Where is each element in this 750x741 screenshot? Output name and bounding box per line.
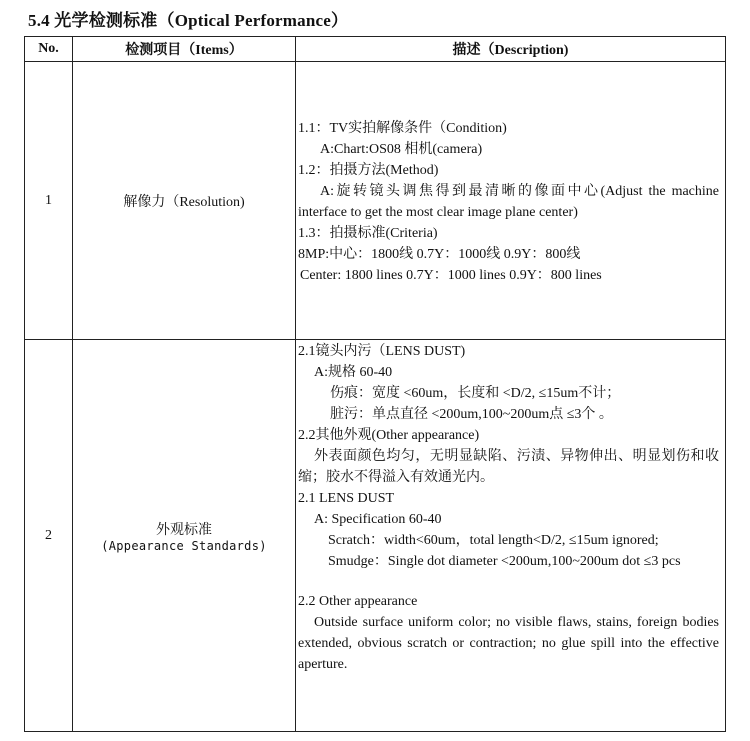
desc-line: Outside surface uniform color; no visible flaws, stains, foreign bodies extended, obvious scratch or contraction; no glue spill into the effective aperture. bbox=[298, 615, 719, 672]
desc-line: Smudge：Single dot diameter <200um,100~200um dot ≤3 pcs bbox=[328, 554, 681, 569]
row-number: 2 bbox=[25, 340, 73, 732]
desc-line: 2.1镜头内污（LENS DUST) bbox=[298, 344, 466, 359]
desc-line: 1.3：拍摄标准(Criteria) bbox=[298, 225, 438, 241]
desc-line: 2.2其他外观(Other appearance) bbox=[298, 428, 480, 443]
desc-line: A:旋转镜头调焦得到最清晰的像面中心(Adjust the machine interface to get the most clear image plane center) bbox=[298, 183, 719, 220]
row-item-label: 解像力（Resolution) bbox=[123, 194, 245, 210]
desc-line: 1.1：TV实拍解像条件（Condition) bbox=[298, 120, 507, 136]
desc-line: 2.2 Other appearance bbox=[298, 594, 418, 609]
desc-line: 8MP:中心：1800线 0.7Y：1000线 0.9Y：800线 bbox=[298, 246, 581, 262]
row-description bbox=[296, 340, 726, 732]
optical-performance-table bbox=[24, 36, 726, 732]
table-row bbox=[25, 62, 726, 340]
row-item-sublabel: (Appearance Standards) bbox=[101, 538, 267, 553]
header-no: No. bbox=[25, 37, 73, 62]
desc-line: 1.2：拍摄方法(Method) bbox=[298, 162, 439, 178]
desc-line: 脏污：单点直径 <200um,100~200um点 ≤3个 。 bbox=[330, 407, 613, 422]
row-item bbox=[73, 340, 296, 732]
table-header-row bbox=[25, 37, 726, 62]
desc-line: 伤痕：宽度 <60um，长度和 <D/2, ≤15um不计； bbox=[330, 386, 621, 401]
header-items-label: 检测项目（Items） bbox=[125, 43, 243, 58]
row-description bbox=[296, 62, 726, 340]
desc-line: 2.1 LENS DUST bbox=[298, 491, 395, 506]
desc-line: A:规格 60-40 bbox=[314, 365, 393, 380]
header-description: 描述（Description) bbox=[296, 37, 726, 62]
header-items bbox=[73, 37, 296, 62]
row-item bbox=[73, 62, 296, 340]
row-item-label: 外观标准 bbox=[156, 522, 212, 538]
desc-line: Scratch：width<60um，total length<D/2, ≤15um ignored; bbox=[328, 533, 659, 548]
row-number: 1 bbox=[25, 62, 73, 340]
desc-line: Center: 1800 lines 0.7Y：1000 lines 0.9Y：800 lines bbox=[300, 267, 602, 283]
spacer bbox=[298, 572, 719, 591]
desc-line: 外表面颜色均匀，无明显缺陷、污渍、异物伸出、明显划伤和收缩；胶水不得溢入有效通光内。 bbox=[298, 449, 719, 485]
section-title: 5.4 光学检测标准（Optical Performance） bbox=[28, 11, 349, 30]
desc-line: A:Chart:OS08 相机(camera) bbox=[320, 141, 483, 157]
desc-line: A: Specification 60-40 bbox=[314, 512, 442, 527]
table-row bbox=[25, 340, 726, 732]
